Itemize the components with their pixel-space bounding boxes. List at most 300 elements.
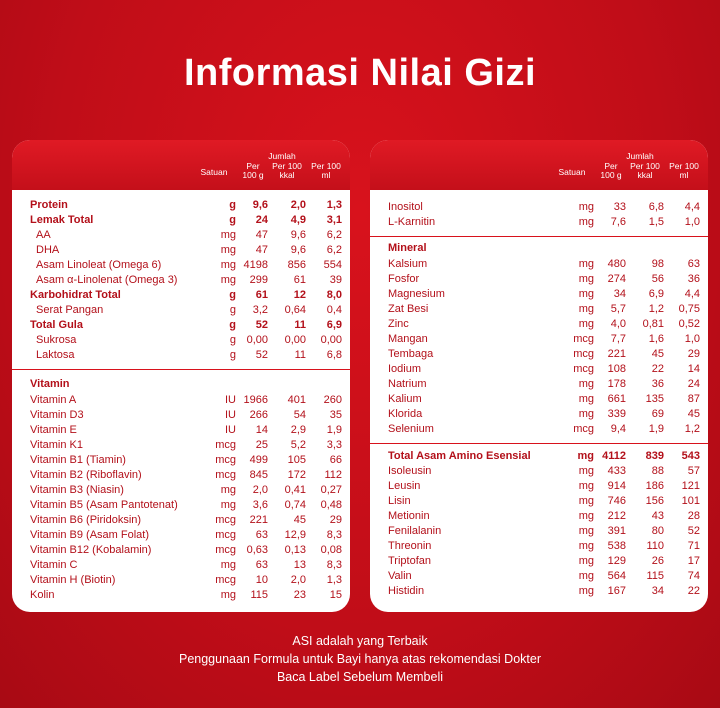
- value-per-100ml: 17: [687, 555, 700, 567]
- value-per-100ml: 0,52: [678, 318, 700, 330]
- value-per-100kkal: 34: [651, 585, 664, 597]
- nutrient-unit: mg: [578, 540, 594, 552]
- value-per-100ml: 0,08: [320, 544, 342, 556]
- value-per-100g: 63: [255, 559, 268, 571]
- value-per-100ml: 35: [329, 409, 342, 421]
- value-per-100kkal: 61: [293, 274, 306, 286]
- value-per-100ml: 24: [687, 378, 700, 390]
- value-per-100g: 178: [607, 378, 626, 390]
- table-row: [370, 509, 708, 524]
- nutrient-name: Serat Pangan: [36, 304, 104, 316]
- value-per-100kkal: 36: [651, 378, 664, 390]
- value-per-100kkal: 9,6: [290, 244, 306, 256]
- header-per-100g: Per 100 g: [242, 161, 264, 180]
- nutrient-unit: mcg: [573, 333, 594, 345]
- nutrient-unit: mg: [578, 585, 594, 597]
- value-per-100kkal: 45: [651, 348, 664, 360]
- table-row: [12, 408, 350, 423]
- table-row: [12, 393, 350, 408]
- nutrient-name: Total Gula: [30, 319, 83, 331]
- value-per-100ml: 121: [681, 480, 700, 492]
- nutrient-name: Vitamin B5 (Asam Pantotenat): [30, 499, 178, 511]
- page-title: Informasi Nilai Gizi: [183, 52, 537, 94]
- nutrient-unit: mg: [220, 484, 236, 496]
- value-per-100kkal: 839: [645, 450, 664, 462]
- table-row: [370, 272, 708, 287]
- nutrition-panel-left: [12, 140, 350, 612]
- table-row: [12, 573, 350, 588]
- nutrient-name: Zinc: [388, 318, 409, 330]
- table-header: [12, 140, 350, 190]
- table-row: [370, 464, 708, 479]
- nutrient-name: Iodium: [388, 363, 422, 375]
- nutrient-unit: g: [229, 199, 236, 211]
- value-per-100kkal: 115: [646, 570, 664, 582]
- value-per-100ml: 15: [329, 589, 342, 601]
- table-row: [370, 317, 708, 332]
- value-per-100kkal: 156: [645, 495, 664, 507]
- nutrient-name: Lisin: [388, 495, 411, 507]
- value-per-100ml: 0,48: [320, 499, 342, 511]
- value-per-100g: 129: [607, 555, 626, 567]
- value-per-100kkal: 54: [293, 409, 306, 421]
- nutrient-name: Lemak Total: [30, 214, 94, 226]
- nutrient-unit: IU: [225, 394, 236, 406]
- value-per-100ml: 0,75: [678, 303, 700, 315]
- nutrient-name: Vitamin E: [30, 424, 77, 436]
- table-row: [370, 584, 708, 599]
- table-row: [12, 348, 350, 363]
- value-per-100g: 24: [255, 214, 268, 226]
- value-per-100g: 63: [255, 529, 268, 541]
- value-per-100ml: 63: [687, 258, 700, 270]
- value-per-100kkal: 56: [651, 273, 664, 285]
- nutrient-name: Triptofan: [388, 555, 432, 567]
- nutrient-name: Threonin: [388, 540, 432, 552]
- value-per-100g: 746: [607, 495, 626, 507]
- nutrient-unit: g: [229, 319, 236, 331]
- table-row: [370, 377, 708, 392]
- value-per-100kkal: 23: [293, 589, 306, 601]
- value-per-100ml: 28: [687, 510, 700, 522]
- nutrient-name: Kalsium: [388, 258, 428, 270]
- nutrient-unit: mg: [578, 258, 594, 270]
- nutrient-name: Klorida: [388, 408, 423, 420]
- value-per-100g: 221: [249, 514, 268, 526]
- value-per-100kkal: 69: [651, 408, 664, 420]
- value-per-100ml: 6,9: [326, 319, 342, 331]
- value-per-100kkal: 1,5: [648, 216, 664, 228]
- nutrient-name: DHA: [36, 244, 60, 256]
- value-per-100kkal: 0,64: [284, 304, 306, 316]
- value-per-100ml: 0,27: [320, 484, 342, 496]
- nutrient-name: Protein: [30, 199, 68, 211]
- header-per-100ml: Per 100 ml: [311, 161, 341, 180]
- table-row: [370, 362, 708, 377]
- nutrient-name: Kolin: [30, 589, 55, 601]
- header-per-100ml: Per 100 ml: [669, 161, 699, 180]
- nutrient-name: Asam Linoleat (Omega 6): [36, 259, 162, 271]
- value-per-100ml: 45: [687, 408, 700, 420]
- header-jumlah: Jumlah: [626, 151, 654, 161]
- value-per-100g: 221: [607, 348, 626, 360]
- nutrient-name: Vitamin B9 (Asam Folat): [30, 529, 150, 541]
- value-per-100ml: 66: [329, 454, 342, 466]
- value-per-100g: 212: [607, 510, 626, 522]
- footer-line-2: Penggunaan Formula untuk Bayi hanya atas rekomendasi Dokter: [178, 652, 542, 666]
- nutrient-unit: mg: [578, 273, 594, 285]
- value-per-100kkal: 401: [287, 394, 306, 406]
- value-per-100ml: 6,2: [326, 244, 342, 256]
- nutrient-name: Valin: [388, 570, 412, 582]
- table-row: [370, 287, 708, 302]
- nutrient-unit: mg: [578, 288, 594, 300]
- value-per-100ml: 1,3: [326, 574, 342, 586]
- nutrient-name: Isoleusin: [388, 465, 432, 477]
- nutrient-unit: mcg: [573, 348, 594, 360]
- value-per-100g: 1966: [243, 394, 268, 406]
- table-row: [370, 449, 708, 464]
- table-row: [12, 288, 350, 303]
- value-per-100ml: 1,0: [684, 216, 700, 228]
- nutrient-name: Kalium: [388, 393, 422, 405]
- footer-line-1: ASI adalah yang Terbaik: [292, 634, 428, 648]
- value-per-100kkal: 11: [294, 349, 306, 361]
- table-row: [370, 539, 708, 554]
- nutrient-name: Asam α-Linolenat (Omega 3): [36, 274, 178, 286]
- value-per-100g: 3,2: [252, 304, 268, 316]
- nutrient-name: Fenilalanin: [388, 525, 442, 537]
- nutrient-name: Sukrosa: [36, 334, 77, 346]
- nutrient-name: Laktosa: [36, 349, 75, 361]
- value-per-100g: 5,7: [610, 303, 626, 315]
- table-row: [12, 303, 350, 318]
- table-row: [12, 258, 350, 273]
- nutrient-name: Leusin: [388, 480, 421, 492]
- table-row: [12, 468, 350, 483]
- nutrient-unit: IU: [225, 409, 236, 421]
- value-per-100kkal: 105: [287, 454, 306, 466]
- nutrient-unit: mg: [220, 499, 236, 511]
- nutrient-name: Vitamin B2 (Riboflavin): [30, 469, 142, 481]
- nutrient-name: Vitamin B12 (Kobalamin): [30, 544, 152, 556]
- section-divider: [370, 236, 708, 237]
- nutrient-unit: mcg: [573, 363, 594, 375]
- nutrient-unit: mcg: [215, 544, 236, 556]
- nutrient-unit: mg: [577, 450, 594, 462]
- value-per-100ml: 22: [687, 585, 700, 597]
- section-divider: [370, 443, 708, 444]
- table-row: [370, 257, 708, 272]
- nutrient-name: Magnesium: [388, 288, 445, 300]
- value-per-100g: 391: [607, 525, 626, 537]
- table-row: [370, 407, 708, 422]
- nutrient-name: Natrium: [388, 378, 427, 390]
- value-per-100ml: 52: [687, 525, 700, 537]
- value-per-100g: 564: [607, 570, 626, 582]
- nutrient-name: Vitamin B3 (Niasin): [30, 484, 124, 496]
- nutrient-unit: mg: [578, 495, 594, 507]
- nutrient-unit: mg: [578, 570, 594, 582]
- value-per-100g: 9,4: [610, 423, 626, 435]
- section-divider: [12, 369, 350, 370]
- table-row: [370, 494, 708, 509]
- value-per-100ml: 0,00: [320, 334, 342, 346]
- table-row: [370, 200, 708, 215]
- nutrient-unit: mcg: [215, 439, 236, 451]
- table-row: [12, 588, 350, 603]
- value-per-100g: 2,0: [252, 484, 268, 496]
- value-per-100kkal: 110: [646, 540, 664, 552]
- value-per-100ml: 29: [687, 348, 700, 360]
- value-per-100g: 4112: [602, 450, 626, 462]
- footer-line-3: Baca Label Sebelum Membeli: [276, 670, 444, 684]
- table-row: [370, 422, 708, 437]
- value-per-100kkal: 5,2: [290, 439, 306, 451]
- value-per-100g: 167: [607, 585, 626, 597]
- value-per-100kkal: 45: [293, 514, 306, 526]
- value-per-100kkal: 856: [287, 259, 306, 271]
- nutrient-unit: mcg: [573, 423, 594, 435]
- value-per-100ml: 36: [687, 273, 700, 285]
- table-row: [12, 273, 350, 288]
- table-row: [12, 228, 350, 243]
- value-per-100kkal: 2,0: [290, 199, 306, 211]
- value-per-100ml: 101: [681, 495, 700, 507]
- nutrient-unit: mg: [578, 318, 594, 330]
- value-per-100g: 0,00: [246, 334, 268, 346]
- value-per-100kkal: 0,41: [284, 484, 306, 496]
- value-per-100g: 4,0: [610, 318, 626, 330]
- value-per-100g: 7,6: [610, 216, 626, 228]
- value-per-100kkal: 135: [645, 393, 664, 405]
- table-row: [12, 483, 350, 498]
- table-row: [12, 528, 350, 543]
- value-per-100kkal: 6,9: [648, 288, 664, 300]
- value-per-100ml: 14: [687, 363, 700, 375]
- value-per-100ml: 71: [687, 540, 700, 552]
- table-row: [12, 243, 350, 258]
- nutrient-unit: mcg: [215, 514, 236, 526]
- nutrient-unit: mcg: [215, 574, 236, 586]
- value-per-100kkal: 1,9: [648, 423, 664, 435]
- header-satuan: Satuan: [200, 167, 228, 177]
- nutrient-name: Vitamin D3: [30, 409, 84, 421]
- value-per-100ml: 57: [687, 465, 700, 477]
- table-row: [370, 554, 708, 569]
- value-per-100g: 480: [607, 258, 626, 270]
- value-per-100ml: 1,9: [326, 424, 342, 436]
- nutrient-unit: mcg: [215, 529, 236, 541]
- header-per-100kkal: Per 100 kkal: [630, 161, 660, 180]
- value-per-100kkal: 13: [293, 559, 306, 571]
- value-per-100ml: 260: [323, 394, 342, 406]
- value-per-100ml: 6,2: [326, 229, 342, 241]
- table-row: [12, 198, 350, 213]
- value-per-100kkal: 186: [645, 480, 664, 492]
- table-row: [12, 558, 350, 573]
- nutrient-unit: g: [229, 289, 236, 301]
- value-per-100ml: 543: [681, 450, 700, 462]
- value-per-100kkal: 22: [651, 363, 664, 375]
- nutrient-unit: mg: [578, 393, 594, 405]
- value-per-100ml: 0,4: [326, 304, 342, 316]
- table-row: [370, 347, 708, 362]
- nutrient-unit: mg: [578, 201, 594, 213]
- table-row: [370, 479, 708, 494]
- nutrient-unit: mg: [220, 274, 236, 286]
- value-per-100kkal: 9,6: [290, 229, 306, 241]
- header-per-100kkal: Per 100 kkal: [272, 161, 302, 180]
- table-row: [12, 438, 350, 453]
- nutrient-name: Tembaga: [388, 348, 434, 360]
- value-per-100g: 9,6: [252, 199, 268, 211]
- value-per-100g: 7,7: [610, 333, 626, 345]
- value-per-100ml: 3,1: [326, 214, 342, 226]
- value-per-100g: 52: [255, 319, 268, 331]
- nutrient-name: AA: [36, 229, 51, 241]
- nutrient-unit: mg: [578, 408, 594, 420]
- header-jumlah: Jumlah: [268, 151, 296, 161]
- value-per-100ml: 8,3: [326, 559, 342, 571]
- table-row: [370, 302, 708, 317]
- nutrient-name: Vitamin B6 (Piridoksin): [30, 514, 142, 526]
- value-per-100g: 3,6: [252, 499, 268, 511]
- value-per-100kkal: 98: [651, 258, 664, 270]
- nutrient-unit: mg: [578, 555, 594, 567]
- value-per-100ml: 87: [687, 393, 700, 405]
- value-per-100g: 34: [613, 288, 626, 300]
- value-per-100g: 499: [249, 454, 268, 466]
- value-per-100kkal: 0,13: [284, 544, 306, 556]
- value-per-100g: 14: [255, 424, 268, 436]
- value-per-100ml: 112: [324, 469, 342, 481]
- nutrient-unit: g: [229, 214, 236, 226]
- value-per-100kkal: 88: [651, 465, 664, 477]
- value-per-100kkal: 12: [293, 289, 306, 301]
- value-per-100ml: 4,4: [684, 288, 700, 300]
- nutrient-unit: mg: [578, 525, 594, 537]
- value-per-100kkal: 0,00: [284, 334, 306, 346]
- value-per-100g: 33: [613, 201, 626, 213]
- value-per-100g: 10: [255, 574, 268, 586]
- table-row: [12, 423, 350, 438]
- nutrient-name: Vitamin A: [30, 394, 77, 406]
- table-row: [370, 392, 708, 407]
- nutrient-unit: mg: [578, 216, 594, 228]
- value-per-100kkal: 4,9: [290, 214, 306, 226]
- value-per-100kkal: 172: [287, 469, 306, 481]
- nutrient-name: Vitamin H (Biotin): [30, 574, 116, 586]
- value-per-100ml: 8,3: [326, 529, 342, 541]
- nutrient-unit: mg: [578, 480, 594, 492]
- value-per-100ml: 4,4: [684, 201, 700, 213]
- nutrient-name: Total Asam Amino Esensial: [388, 450, 531, 462]
- table-row: [12, 333, 350, 348]
- value-per-100g: 25: [255, 439, 268, 451]
- header-satuan: Satuan: [558, 167, 586, 177]
- nutrient-name: Histidin: [388, 585, 425, 597]
- value-per-100g: 47: [255, 229, 268, 241]
- table-row: [12, 318, 350, 333]
- table-row: [12, 543, 350, 558]
- nutrient-name: Selenium: [388, 423, 434, 435]
- value-per-100kkal: 43: [651, 510, 664, 522]
- value-per-100g: 108: [607, 363, 626, 375]
- nutrient-unit: g: [229, 349, 236, 361]
- value-per-100kkal: 12,9: [284, 529, 306, 541]
- nutrient-name: Vitamin C: [30, 559, 78, 571]
- value-per-100kkal: 1,6: [648, 333, 664, 345]
- nutrient-name: Karbohidrat Total: [30, 289, 121, 301]
- nutrient-name: L-Karnitin: [388, 216, 436, 228]
- section-title-mineral: Mineral: [388, 242, 427, 254]
- nutrient-name: Zat Besi: [388, 303, 429, 315]
- nutrient-unit: mg: [578, 465, 594, 477]
- nutrient-unit: mg: [578, 303, 594, 315]
- value-per-100kkal: 2,9: [290, 424, 306, 436]
- nutrient-unit: mg: [220, 244, 236, 256]
- value-per-100g: 115: [250, 589, 268, 601]
- nutrient-unit: mg: [220, 259, 236, 271]
- table-row: [12, 498, 350, 513]
- table-header: [370, 140, 708, 190]
- value-per-100g: 299: [249, 274, 268, 286]
- value-per-100kkal: 2,0: [290, 574, 306, 586]
- section-title-vitamin: Vitamin: [30, 378, 70, 390]
- nutrient-unit: mg: [578, 378, 594, 390]
- nutrient-name: Mangan: [388, 333, 428, 345]
- value-per-100kkal: 1,2: [648, 303, 664, 315]
- value-per-100ml: 39: [329, 274, 342, 286]
- value-per-100ml: 1,3: [326, 199, 342, 211]
- value-per-100kkal: 6,8: [648, 201, 664, 213]
- value-per-100kkal: 80: [651, 525, 664, 537]
- table-row: [370, 524, 708, 539]
- value-per-100g: 52: [255, 349, 268, 361]
- value-per-100ml: 6,8: [326, 349, 342, 361]
- value-per-100g: 433: [607, 465, 626, 477]
- nutrient-unit: mcg: [215, 469, 236, 481]
- nutrient-unit: mg: [578, 510, 594, 522]
- nutrient-unit: g: [229, 334, 236, 346]
- table-row: [370, 215, 708, 230]
- value-per-100kkal: 0,81: [642, 318, 664, 330]
- value-per-100g: 266: [249, 409, 268, 421]
- nutrient-unit: mg: [220, 589, 236, 601]
- value-per-100ml: 8,0: [326, 289, 342, 301]
- value-per-100kkal: 0,74: [284, 499, 306, 511]
- value-per-100ml: 3,3: [326, 439, 342, 451]
- value-per-100kkal: 26: [651, 555, 664, 567]
- value-per-100g: 61: [255, 289, 268, 301]
- value-per-100ml: 1,2: [684, 423, 700, 435]
- nutrient-unit: mg: [220, 229, 236, 241]
- value-per-100g: 47: [255, 244, 268, 256]
- nutrient-unit: mcg: [215, 454, 236, 466]
- table-row: [12, 453, 350, 468]
- value-per-100ml: 29: [329, 514, 342, 526]
- header-per-100g: Per 100 g: [600, 161, 622, 180]
- table-row: [12, 213, 350, 228]
- nutrition-panel-right: [370, 140, 708, 612]
- value-per-100g: 4198: [243, 259, 268, 271]
- table-row: [12, 513, 350, 528]
- value-per-100g: 538: [607, 540, 626, 552]
- value-per-100g: 914: [607, 480, 626, 492]
- nutrient-name: Metionin: [388, 510, 430, 522]
- nutrient-unit: mg: [220, 559, 236, 571]
